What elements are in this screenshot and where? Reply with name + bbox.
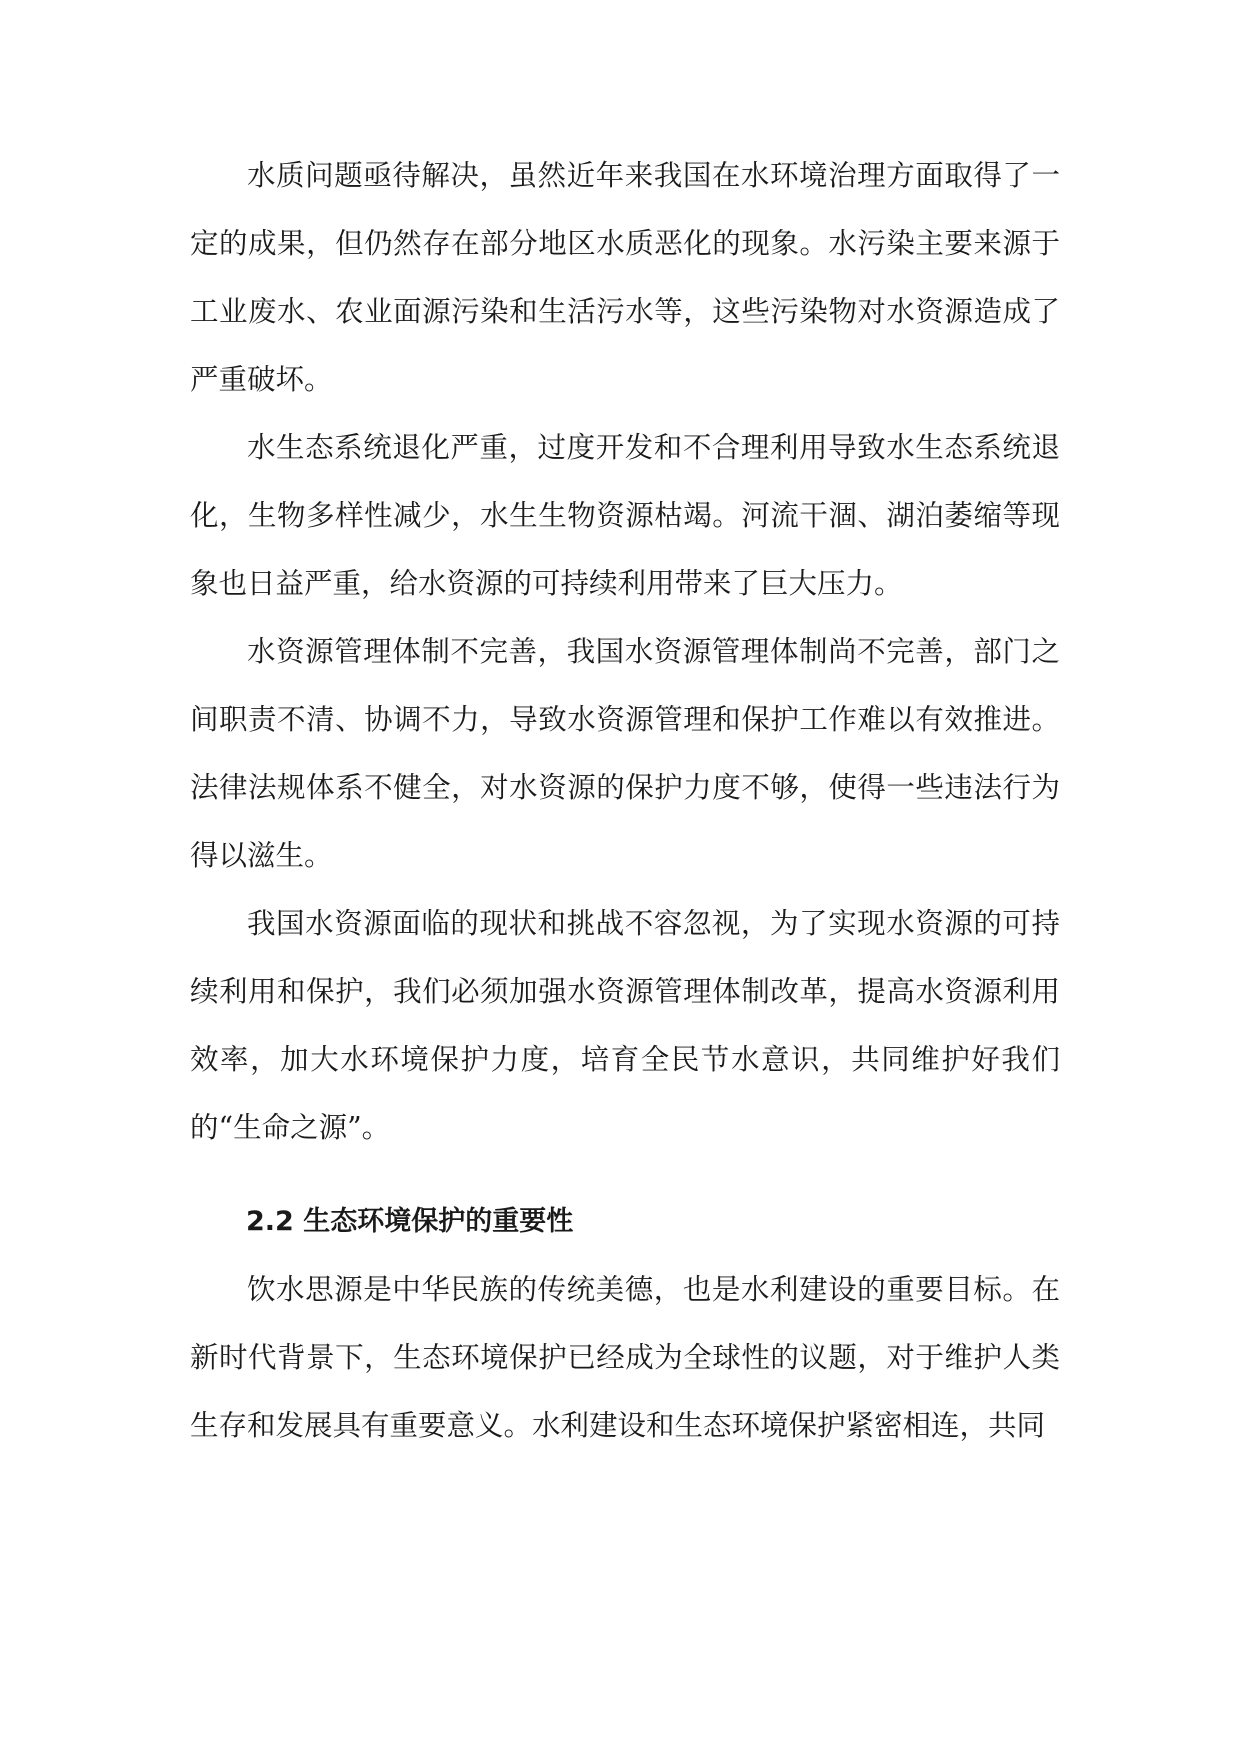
section-heading: 2.2 生态环境保护的重要性: [246, 1206, 574, 1237]
paragraph-conclusion: 我国水资源面临的现状和挑战不容忽视，为了实现水资源的可持续利用和保护，我们必须加强水资源管理体制改革，提高水资源利用效率，加大水环境保护力度，培育全民节水意识，共同维护好我们的“生命之源”。: [190, 907, 1060, 1144]
paragraph-management-system: 水资源管理体制不完善，我国水资源管理体制尚不完善，部门之间职责不清、协调不力，导致水资源管理和保护工作难以有效推进。法律法规体系不健全，对水资源的保护力度不够，使得一些违法行为得以滋生。: [190, 635, 1060, 872]
paragraph-section-intro: 饮水思源是中华民族的传统美德，也是水利建设的重要目标。在新时代背景下，生态环境保护已经成为全球性的议题，对于维护人类生存和发展具有重要意义。水利建设和生态环境保护紧密相连，共同: [190, 1273, 1060, 1442]
paragraph-water-quality: 水质问题亟待解决，虽然近年来我国在水环境治理方面取得了一定的成果，但仍然存在部分地区水质恶化的现象。水污染主要来源于工业废水、农业面源污染和生活污水等，这些污染物对水资源造成了严重破坏。: [190, 159, 1060, 396]
paragraph-ecosystem-degradation: 水生态系统退化严重，过度开发和不合理利用导致水生态系统退化，生物多样性减少，水生生物资源枯竭。河流干涸、湖泊萎缩等现象也日益严重，给水资源的可持续利用带来了巨大压力。: [190, 431, 1060, 600]
document-body: [190, 142, 1060, 1460]
